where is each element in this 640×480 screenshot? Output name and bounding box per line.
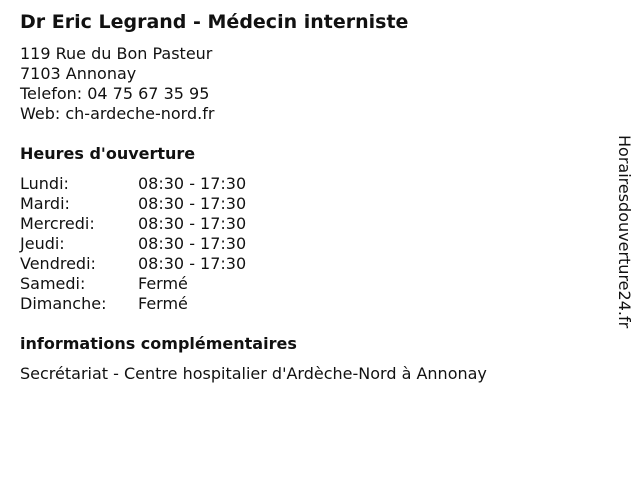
- time-value: 08:30 - 17:30: [138, 254, 247, 273]
- address-city: 7103 Annonay: [20, 64, 137, 83]
- phone-number: Telefon: 04 75 67 35 95: [20, 84, 210, 103]
- additional-info-text: Secrétariat - Centre hospitalier d'Ardèche-Nord à Annonay: [20, 364, 487, 383]
- time-value: 08:30 - 17:30: [138, 214, 247, 233]
- additional-info-heading: informations complémentaires: [20, 334, 297, 353]
- hours-row-tuesday: [20, 194, 600, 214]
- day-label: Samedi:: [20, 274, 86, 293]
- listing-card: [20, 8, 600, 384]
- hours-row-saturday: [20, 274, 600, 294]
- time-value: 08:30 - 17:30: [138, 234, 247, 253]
- day-label: Mercredi:: [20, 214, 95, 233]
- day-label: Dimanche:: [20, 294, 107, 313]
- day-label: Vendredi:: [20, 254, 96, 273]
- opening-hours-heading: Heures d'ouverture: [20, 144, 196, 163]
- hours-row-wednesday: [20, 214, 600, 234]
- time-value: Fermé: [138, 274, 188, 293]
- website: Web: ch-ardeche-nord.fr: [20, 104, 215, 123]
- site-watermark: Horairesdouverture24.fr: [615, 135, 634, 329]
- day-label: Lundi:: [20, 174, 69, 193]
- contact-block: [20, 44, 600, 124]
- hours-row-monday: [20, 174, 600, 194]
- hours-row-sunday: [20, 294, 600, 314]
- hours-row-thursday: [20, 234, 600, 254]
- page-title: Dr Eric Legrand - Médecin interniste: [20, 11, 409, 33]
- time-value: 08:30 - 17:30: [138, 174, 247, 193]
- time-value: Fermé: [138, 294, 188, 313]
- day-label: Jeudi:: [20, 234, 65, 253]
- address-street: 119 Rue du Bon Pasteur: [20, 44, 213, 63]
- day-label: Mardi:: [20, 194, 70, 213]
- hours-row-friday: [20, 254, 600, 274]
- time-value: 08:30 - 17:30: [138, 194, 247, 213]
- opening-hours-table: [20, 174, 600, 314]
